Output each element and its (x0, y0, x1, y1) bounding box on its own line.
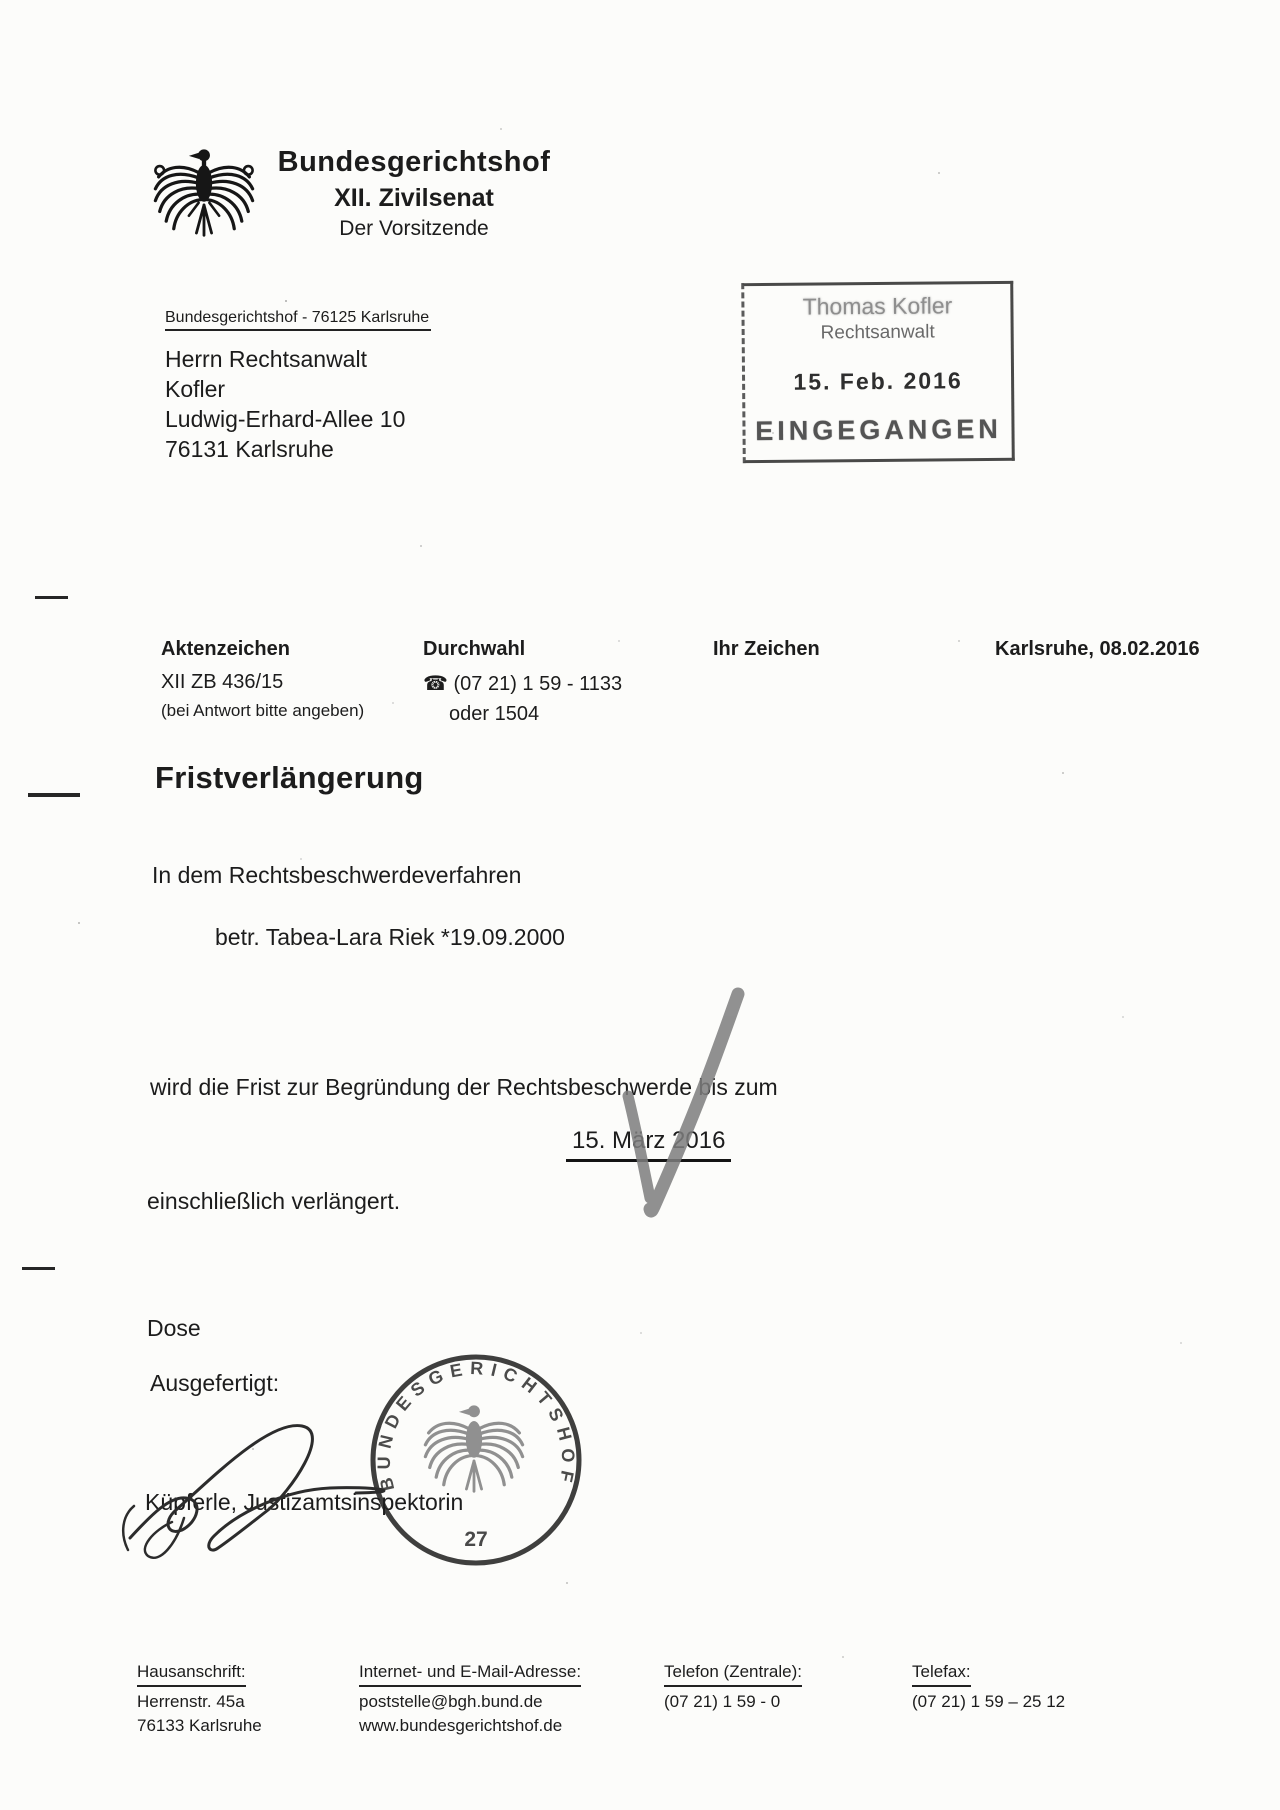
seal-ring-text: BUNDESGERICHTSHOF (373, 1358, 579, 1493)
direct-dial-note: oder 1504 (449, 703, 540, 725)
your-reference-column (713, 638, 820, 671)
footer-telephone-number: (07 21) 1 59 - 0 (664, 1692, 781, 1711)
stamp-owner-name: Thomas Kofler (802, 292, 953, 320)
handwritten-signature (118, 1398, 568, 1573)
body-intro-line: In dem Rechtsbeschwerdeverfahren (152, 862, 522, 888)
stamp-received-date: 15. Feb. 2016 (793, 367, 963, 395)
clerk-name-line: Küpferle, Justizamtsinspektorin (145, 1489, 464, 1515)
footer-internet-label: Internet- und E-Mail-Adresse: (359, 1660, 581, 1687)
subject-title: Fristverlängerung (155, 760, 424, 795)
body-decision-line: wird die Frist zur Begründung der Rechtsbeschwerde bis zum (150, 1074, 778, 1100)
senate-name: XII. Zivilsenat (334, 184, 494, 212)
file-number-label: Aktenzeichen (161, 638, 290, 660)
deadline-date: 15. März 2016 (566, 1127, 731, 1162)
direct-dial-label: Durchwahl (423, 638, 526, 660)
footer-website: www.bundesgerichtshof.de (359, 1716, 563, 1735)
footer-telefax-number: (07 21) 1 59 – 25 12 (912, 1692, 1066, 1711)
recipient-line: Ludwig-Erhard-Allee 10 (165, 406, 406, 432)
file-number-column (161, 638, 364, 721)
footer-telefax (912, 1660, 1065, 1714)
body-re-line: betr. Tabea-Lara Riek *19.09.2000 (215, 924, 565, 950)
court-name: Bundesgerichtshof (277, 146, 551, 178)
scan-noise (0, 0, 2, 2)
certified-label: Ausgefertigt: (150, 1370, 280, 1396)
footer-postal-street: Herrenstr. 45a (137, 1692, 245, 1711)
file-number-note: (bei Antwort bitte angeben) (161, 701, 365, 720)
recipient-line: Kofler (165, 376, 226, 402)
your-reference-label: Ihr Zeichen (713, 638, 820, 660)
footer-email: poststelle@bgh.bund.de (359, 1692, 543, 1711)
checkmark-annotation (598, 968, 763, 1233)
federal-eagle-icon (148, 138, 260, 246)
body-closing-line: einschließlich verlängert. (147, 1188, 401, 1214)
footer-telephone (664, 1660, 802, 1714)
stamp-owner-title: Rechtsanwalt (820, 321, 935, 344)
recipient-address (165, 344, 405, 464)
recipient-line: 76131 Karlsruhe (165, 436, 334, 462)
fold-mark (28, 793, 80, 797)
place-date: Karlsruhe, 08.02.2016 (995, 638, 1200, 660)
footer-telephone-label: Telefon (Zentrale): (664, 1660, 802, 1687)
stamp-status: EINGEGANGEN (755, 413, 1002, 447)
footer-postal-label: Hausanschrift: (137, 1660, 246, 1687)
received-stamp (741, 281, 1015, 463)
place-date-column (995, 638, 1200, 671)
direct-dial-column (423, 638, 622, 726)
direct-dial-value (423, 671, 622, 696)
return-address-line: Bundesgerichtshof - 76125 Karlsruhe (165, 309, 431, 331)
direct-dial-number: (07 21) 1 59 - 1133 (453, 673, 623, 695)
fold-mark (35, 596, 68, 599)
recipient-line: Herrn Rechtsanwalt (165, 346, 367, 372)
footer-postal-address (137, 1660, 262, 1738)
footer-postal-city: 76133 Karlsruhe (137, 1716, 262, 1735)
footer-telefax-label: Telefax: (912, 1660, 971, 1687)
letterhead (266, 146, 562, 241)
footer-internet-email (359, 1660, 581, 1738)
judge-name: Dose (147, 1315, 201, 1341)
seal-number: 27 (464, 1528, 488, 1551)
chairman-line: Der Vorsitzende (339, 217, 489, 240)
file-number-value: XII ZB 436/15 (161, 671, 284, 693)
fold-mark (22, 1267, 55, 1270)
phone-icon: ☎ (423, 673, 448, 695)
